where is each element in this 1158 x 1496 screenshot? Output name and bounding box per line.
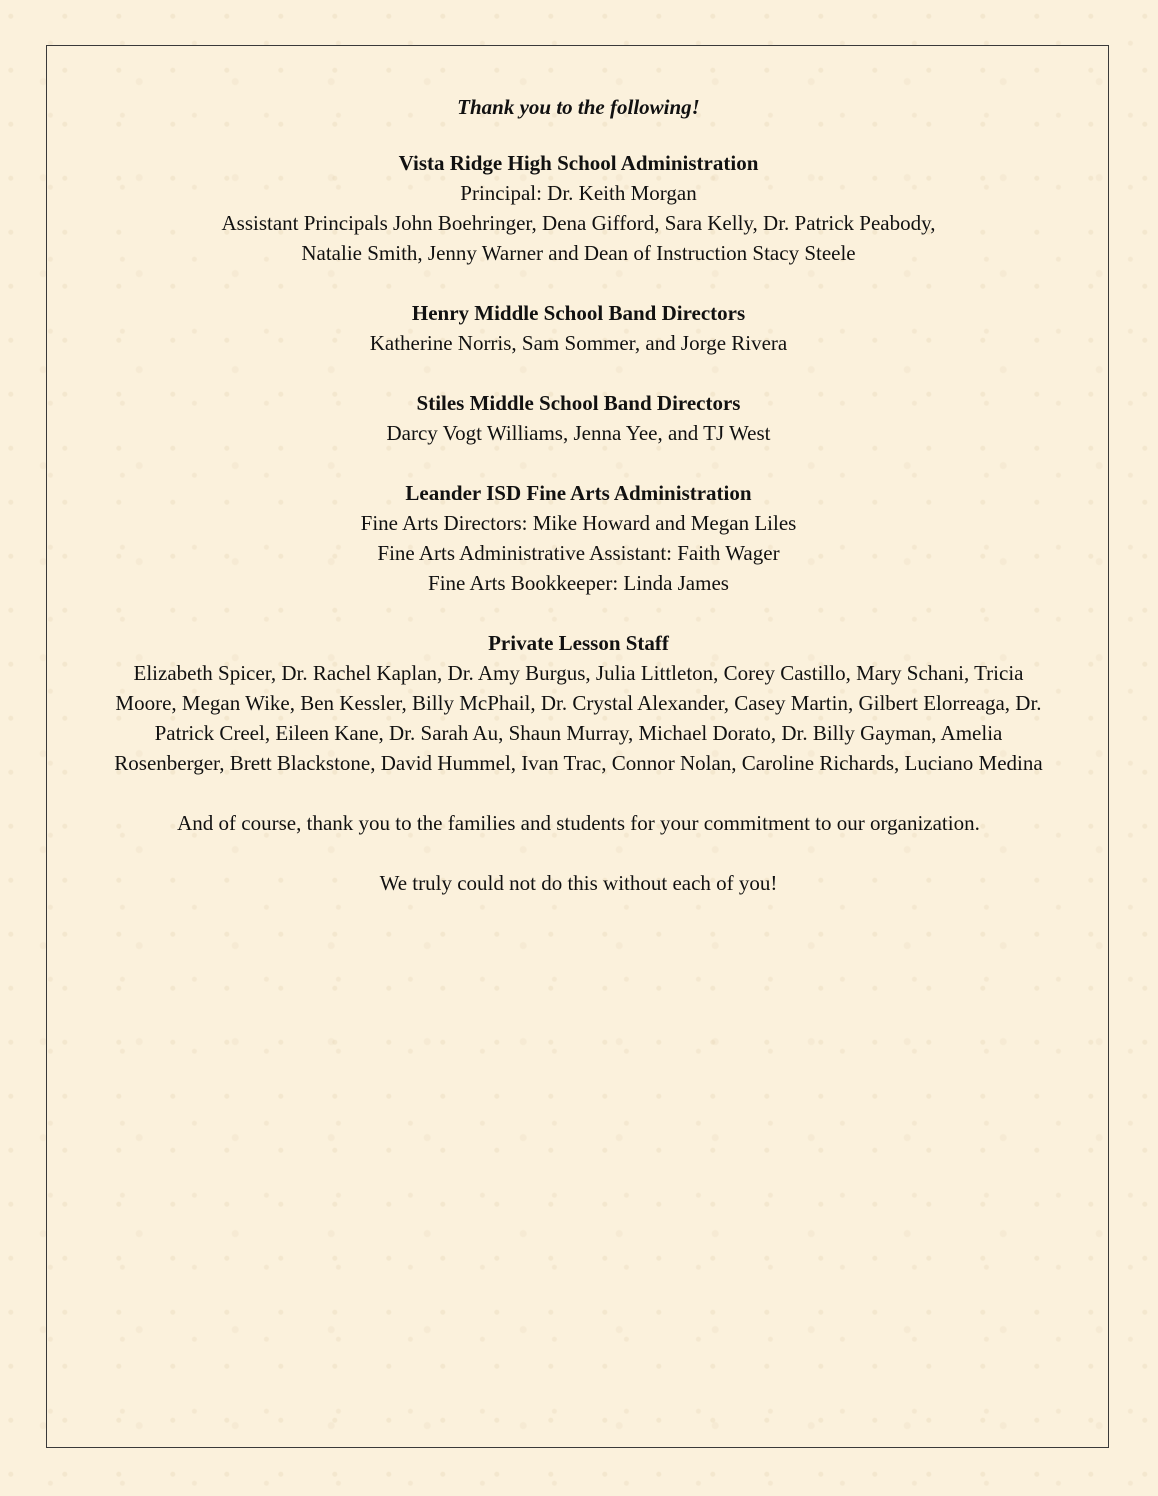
section-heading: Vista Ridge High School Administration	[398, 151, 759, 175]
section-line: Katherine Norris, Sam Sommer, and Jorge Rivera	[369, 331, 788, 355]
section-henry-band-directors	[46, 298, 1111, 358]
section-line: Fine Arts Bookkeeper: Linda James	[428, 571, 729, 595]
section-line: Natalie Smith, Jenny Warner and Dean of Instruction Stacy Steele	[301, 241, 856, 265]
intro-heading: Thank you to the following!	[457, 95, 700, 119]
section-vista-ridge-administration	[46, 148, 1111, 268]
section-line: Darcy Vogt Williams, Jenna Yee, and TJ West	[386, 421, 771, 445]
section-heading: Private Lesson Staff	[488, 631, 669, 655]
section-line: Fine Arts Directors: Mike Howard and Megan Liles	[360, 511, 797, 535]
section-line: Principal: Dr. Keith Morgan	[460, 181, 697, 205]
section-line: Assistant Principals John Boehringer, Dena Gifford, Sara Kelly, Dr. Patrick Peabody,	[221, 211, 936, 235]
closing-thanks: And of course, thank you to the families and students for your commitment to our organization.	[177, 811, 980, 835]
section-heading: Leander ISD Fine Arts Administration	[405, 481, 752, 505]
section-fine-arts-administration	[46, 478, 1111, 598]
section-stiles-band-directors	[46, 388, 1111, 448]
section-line: Fine Arts Administrative Assistant: Faith Wager	[377, 541, 780, 565]
closing-note: We truly could not do this without each of you!	[379, 871, 778, 895]
staff-list: Elizabeth Spicer, Dr. Rachel Kaplan, Dr. Amy Burgus, Julia Littleton, Corey Castillo, Mary Schani, Tricia Moore, Megan Wike, Ben Kessler, Billy McPhail, Dr. Crystal Alexander, Casey Martin, Gilbert Elorreaga, Dr. Patrick Creel, Eileen Kane, Dr. Sarah Au, Shaun Murray, Michael Dorato, Dr. Billy Gayman, Amelia Rosenberger, Brett Blackstone, David Hummel, Ivan Trac, Connor Nolan, Caroline Richards, Luciano Medina	[114, 661, 1043, 775]
document-body	[46, 92, 1111, 928]
section-private-lesson-staff	[46, 628, 1111, 778]
section-heading: Henry Middle School Band Directors	[411, 301, 746, 325]
section-heading: Stiles Middle School Band Directors	[416, 391, 741, 415]
